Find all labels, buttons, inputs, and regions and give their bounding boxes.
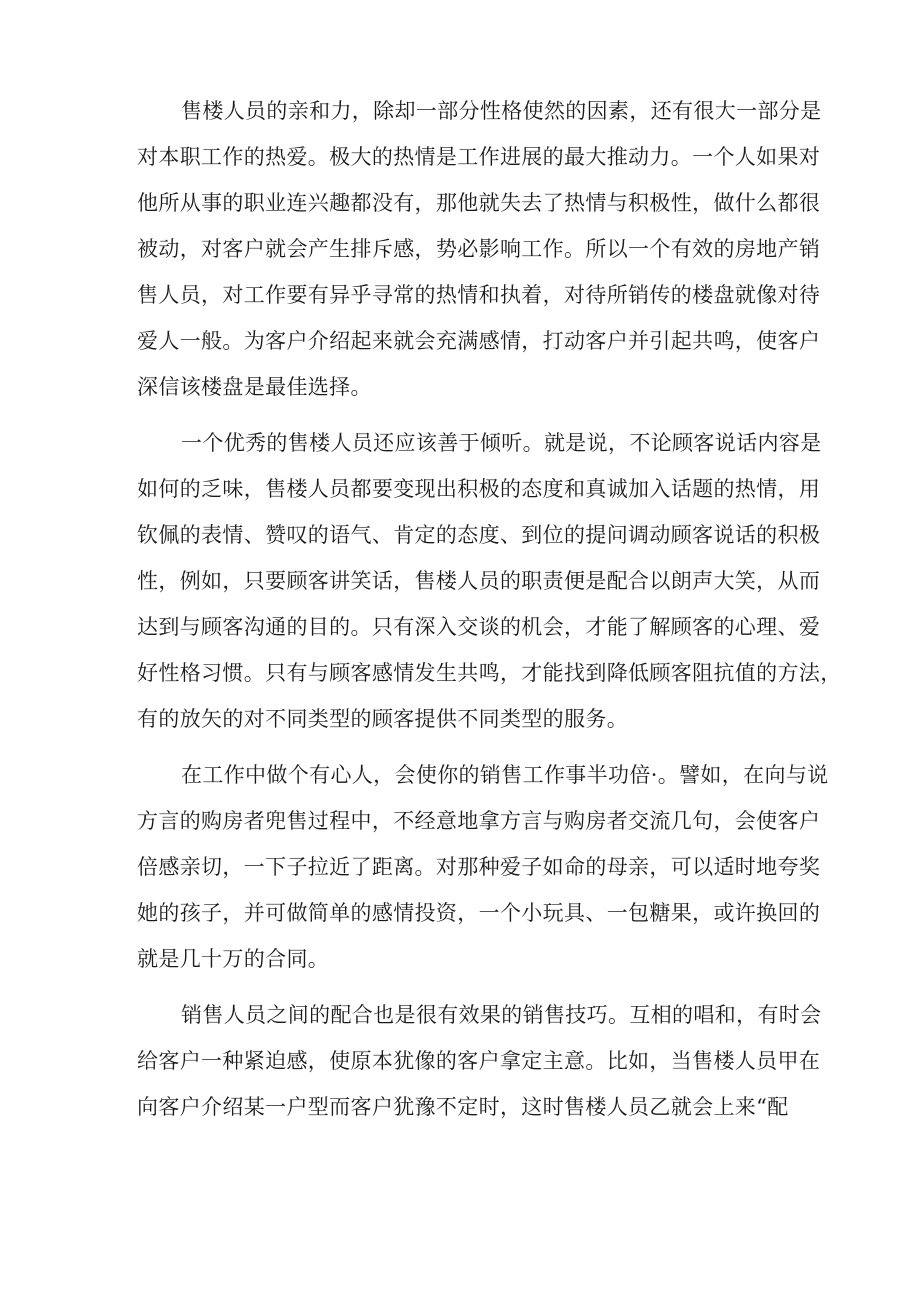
paragraph-line: 对本职工作的热爱。极大的热情是工作进展的最大推动力。一个人如果对 [137,145,821,169]
paragraph-line: 性，例如，只要顾客讲笑话，售楼人员的职责便是配合以朗声大笑，从而 [137,569,821,593]
paragraph-line: 倍感亲切，一下子拉近了距离。对那种爱子如命的母亲，可以适时地夸奖 [137,855,821,879]
paragraph-line: 她的孩子，并可做简单的感情投资，一个小玩具、一包糖果，或许换回的 [137,901,821,925]
paragraph-line: 在工作中做个有心人，会使你的销售工作事半功倍·。譬如，在向与说 [181,763,829,787]
paragraph-line: 达到与顾客沟通的目的。只有深入交谈的机会，才能了解顾客的心理、爱 [137,615,821,639]
paragraph-line: 售楼人员的亲和力，除却一部分性格使然的因素，还有很大一部分是 [181,99,822,123]
paragraph-line: 爱人一般。为客户介绍起来就会充满感情，打动客户并引起共鸣，使客户 [137,329,821,353]
paragraph-line: 就是几十万的合同。 [137,947,330,971]
paragraph-line: 他所从事的职业连兴趣都没有，那他就失去了热情与积极性，做什么都很 [137,191,821,215]
paragraph-line: 钦佩的表情、赞叹的语气、肯定的态度、到位的提问调动顾客说话的积极 [137,523,821,547]
paragraph-line: 向客户介绍某一户型而客户犹豫不定时，这时售楼人员乙就会上来“配 [137,1095,789,1119]
paragraph-line: 被动，对客户就会产生排斥感，势必影响工作。所以一个有效的房地产销 [137,237,821,261]
paragraph-line: 如何的乏味，售楼人员都要变现出积极的态度和真诚加入话题的热情，用 [137,477,821,501]
paragraph-3 [137,752,829,982]
paragraph-line: 销售人员之间的配合也是很有效果的销售技巧。互相的唱和，有时会 [181,1003,822,1027]
paragraph-line: 好性格习惯。只有与顾客感情发生共鸣，才能找到降低顾客阻抗值的方法， [137,661,842,685]
paragraph-line: 有的放矢的对不同类型的顾客提供不同类型的服务。 [137,707,629,731]
paragraph-line: 给客户一种紧迫感，使原本犹像的客户拿定主意。比如，当售楼人员甲在 [137,1049,821,1073]
document-body [137,88,842,1140]
paragraph-4 [137,992,822,1130]
paragraph-line: 方言的购房者兜售过程中，不经意地拿方言与购房者交流几句，会使客户 [137,809,821,833]
paragraph-1 [137,88,822,410]
paragraph-2 [137,420,842,742]
paragraph-line: 一个优秀的售楼人员还应该善于倾听。就是说，不论顾客说话内容是 [181,431,822,455]
paragraph-line: 深信该楼盘是最佳选择。 [137,375,372,399]
paragraph-line: 售人员，对工作要有异乎寻常的热情和执着，对待所销传的楼盘就像对待 [137,283,821,307]
